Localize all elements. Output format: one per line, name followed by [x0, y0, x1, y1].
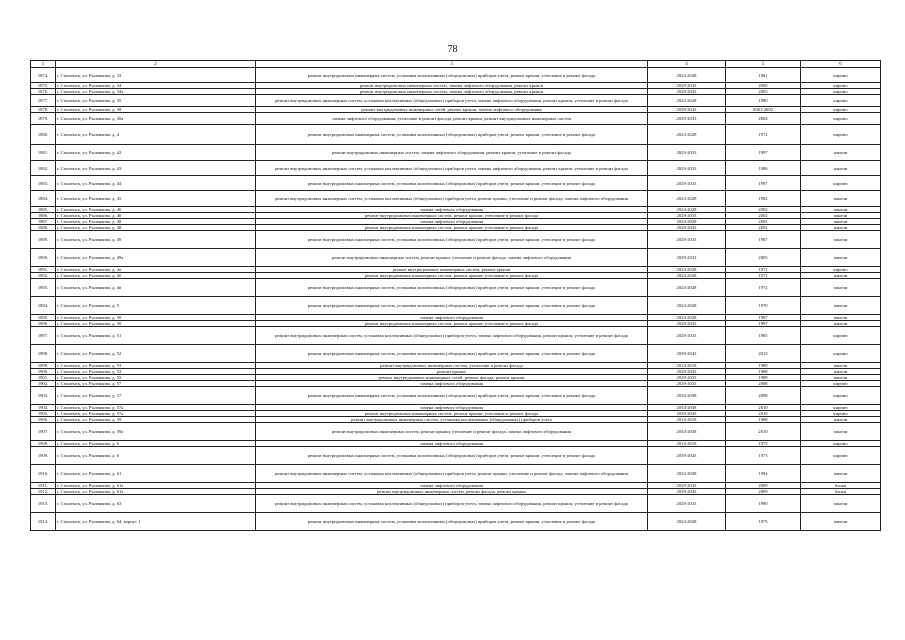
table-row [31, 68, 881, 83]
work-types-cell: ремонт внутридомовых инженерных систем, установка коллективных (общедомовых) приборов учета, ремонт крыши, утепление и ремонт фасада [256, 297, 648, 315]
address-cell: г. Смоленск, ул. Рыленкова, д. 57а [56, 405, 256, 411]
period-cell: 2014-2018 [648, 417, 726, 423]
table-row [31, 495, 881, 513]
page-number: 78 [447, 44, 458, 55]
wall-material-cell: панели [801, 279, 881, 297]
row-number: 1882. [31, 161, 56, 176]
work-types-cell: ремонт внутридомовых инженерных сетей, ремонт фасада, ремонт крыши [256, 375, 648, 381]
period-cell: 2024-2028 [648, 513, 726, 531]
address-cell: г. Смоленск, ул. Рыленкова, д. 6 [56, 447, 256, 465]
col-header-4: 4 [648, 61, 726, 68]
build-year-cell: 1997 [726, 321, 801, 327]
row-number: 1881. [31, 145, 56, 161]
address-cell: г. Смоленск, ул. Рыленкова, д. 46 [56, 207, 256, 213]
period-cell: 2029-2033 [648, 321, 726, 327]
wall-material-cell: панели [801, 417, 881, 423]
build-year-cell: 2010 [726, 411, 801, 417]
row-number: 1897. [31, 327, 56, 345]
wall-material-cell: кирпич [801, 411, 881, 417]
wall-material-cell: блоки [801, 483, 881, 489]
build-year-cell: 2005 [726, 89, 801, 95]
address-cell: г. Смоленск, ул. Рыленкова, д. 57 [56, 387, 256, 405]
address-cell: г. Смоленск, ул. Рыленкова, д. 53 [56, 369, 256, 375]
period-cell: 2024-2028 [648, 273, 726, 279]
address-cell: г. Смоленск, ул. Рыленкова, д. 59 [56, 417, 256, 423]
wall-material-cell: панели [801, 219, 881, 225]
build-year-cell: 2006 [726, 83, 801, 89]
build-year-cell: 1997 [726, 145, 801, 161]
build-year-cell: 2010 [726, 423, 801, 441]
row-number: 1911. [31, 483, 56, 489]
work-types-cell: ремонт внутридомовых инженерных систем, установка коллективных (общедомовых) приборов учета, ремонт крыши, утепление и ремонт фасада [256, 176, 648, 191]
row-number: 1892. [31, 273, 56, 279]
work-types-cell: ремонт внутридомовых инженерных систем, ремонт крыши, утепление и ремонт фасада [256, 213, 648, 219]
row-number: 1886. [31, 213, 56, 219]
period-cell: 2024-2028 [648, 95, 726, 107]
build-year-cell: 1994 [726, 465, 801, 483]
address-cell: г. Смоленск, ул. Рыленкова, д. 34а [56, 89, 256, 95]
period-cell: 2029-2033 [648, 375, 726, 381]
address-cell: г. Смоленск, ул. Рыленкова, д. 52 [56, 345, 256, 363]
build-year-cell: 2008 [726, 387, 801, 405]
address-cell: г. Смоленск, ул. Рыленкова, д. 49 [56, 231, 256, 249]
wall-material-cell: панели [801, 495, 881, 513]
address-cell: г. Смоленск, ул. Рыленкова, д. 61 [56, 465, 256, 483]
build-year-cell: 2009 [726, 489, 801, 495]
wall-material-cell: панели [801, 297, 881, 315]
wall-material-cell: кирпич [801, 387, 881, 405]
build-year-cell: 1971 [726, 273, 801, 279]
address-cell: г. Смоленск, ул. Рыленкова, д. 50 [56, 321, 256, 327]
wall-material-cell: кирпич [801, 176, 881, 191]
work-types-cell: ремонт внутридомовых инженерных систем, замена лифтового оборудования, ремонт крыши [256, 83, 648, 89]
work-types-cell: ремонт внутридомовых инженерных систем, установка коллективных (общедомовых) приборов учета, ремонт крыши, утепление и ремонт фасада [256, 279, 648, 297]
period-cell: 2034-2038 [648, 465, 726, 483]
work-types-cell: ремонт внутридомовых инженерных систем, установка коллективных (общедомовых) приборов учета, ремонт крыши, утепление и ремонт фасада, замена лифтового оборудования [256, 465, 648, 483]
row-number: 1898. [31, 345, 56, 363]
work-types-cell: ремонт внутридомовых инженерных систем, установка коллективных (общедомовых) приборов учета [256, 417, 648, 423]
build-year-cell: 1985 [726, 327, 801, 345]
table-row [31, 161, 881, 176]
work-types-cell: ремонт внутридомовых инженерных систем, ремонт крыши, утепление и ремонт фасада, замена лифтового оборудования [256, 249, 648, 267]
work-types-cell: ремонт внутридомовых инженерных систем, ремонт крыши, утепление и ремонт фасада [256, 273, 648, 279]
table-row [31, 345, 881, 363]
build-year-cell: 2008 [726, 381, 801, 387]
work-types-cell: замена лифтового оборудования [256, 207, 648, 213]
build-year-cell: 1970 [726, 297, 801, 315]
table-row [31, 249, 881, 267]
table-row [31, 423, 881, 441]
wall-material-cell: панели [801, 465, 881, 483]
address-cell: г. Смоленск, ул. Рыленкова, д. 4в [56, 279, 256, 297]
address-cell: г. Смоленск, ул. Рыленкова, д. 4а [56, 267, 256, 273]
address-cell: г. Смоленск, ул. Рыленкова, д. 46 [56, 213, 256, 219]
work-types-cell: ремонт крыши [256, 369, 648, 375]
address-cell: г. Смоленск, ул. Рыленкова, д. 5 [56, 297, 256, 315]
address-cell: г. Смоленск, ул. Рыленкова, д. 61а [56, 483, 256, 489]
row-number: 1906. [31, 417, 56, 423]
col-header-2: 2 [56, 61, 256, 68]
period-cell: 2029-2033 [648, 483, 726, 489]
period-cell: 2029-2033 [648, 381, 726, 387]
table-row [31, 95, 881, 107]
row-number: 1880. [31, 125, 56, 145]
wall-material-cell: кирпич [801, 327, 881, 345]
work-types-cell: ремонт внутридомовых инженерных систем, замена лифтового оборудования, ремонт крыши, утепление и ремонт фасада [256, 145, 648, 161]
work-types-cell: ремонт внутридомовых инженерных систем, установка коллективных (общедомовых) приборов учета, ремонт крыши, утепление и ремонт фасада [256, 387, 648, 405]
build-year-cell: 1986 [726, 161, 801, 176]
row-number: 1912. [31, 489, 56, 495]
row-number: 1889. [31, 231, 56, 249]
wall-material-cell: панели [801, 423, 881, 441]
build-year-cell: 1988 [726, 363, 801, 369]
table-row [31, 176, 881, 191]
address-cell: г. Смоленск, ул. Рыленкова, д. 44 [56, 176, 256, 191]
row-number: 1910. [31, 465, 56, 483]
address-cell: г. Смоленск, ул. Рыленкова, д. 64, корпус 1 [56, 513, 256, 531]
address-cell: г. Смоленск, ул. Рыленкова, д. 38 [56, 107, 256, 113]
build-year-cell: 2002 [726, 219, 801, 225]
build-year-cell: 1975 [726, 513, 801, 531]
build-year-cell: 1988 [726, 375, 801, 381]
wall-material-cell: кирпич [801, 267, 881, 273]
build-year-cell: 1981 [726, 68, 801, 83]
row-number: 1891. [31, 267, 56, 273]
wall-material-cell: кирпич [801, 113, 881, 125]
work-types-cell: замена лифтового оборудования [256, 483, 648, 489]
wall-material-cell: панели [801, 321, 881, 327]
address-cell: г. Смоленск, ул. Рыленкова, д. 59а [56, 423, 256, 441]
build-year-cell: 1988 [726, 417, 801, 423]
row-number: 1901. [31, 375, 56, 381]
repair-schedule-table [30, 60, 881, 531]
address-cell: г. Смоленск, ул. Рыленкова, д. 50 [56, 315, 256, 321]
wall-material-cell: кирпич [801, 68, 881, 83]
work-types-cell: ремонт внутридомовых инженерных сетей, ремонт крыши, замена лифтового оборудования [256, 107, 648, 113]
period-cell: 2024-2028 [648, 219, 726, 225]
build-year-cell: 1982 [726, 191, 801, 207]
build-year-cell: 2001-2002 [726, 107, 801, 113]
period-cell: 2029-2033 [648, 176, 726, 191]
wall-material-cell: кирпич [801, 107, 881, 113]
wall-material-cell: кирпич [801, 381, 881, 387]
row-number: 1905. [31, 411, 56, 417]
address-cell: г. Смоленск, ул. Рыленкова, д. 4б [56, 273, 256, 279]
address-cell: г. Смоленск, ул. Рыленкова, д. 38а [56, 113, 256, 125]
period-cell: 2024-2028 [648, 315, 726, 321]
period-cell: 2024-2028 [648, 279, 726, 297]
table-row [31, 513, 881, 531]
row-number: 1874. [31, 68, 56, 83]
row-number: 1904. [31, 405, 56, 411]
period-cell: 2034-2038 [648, 405, 726, 411]
period-cell: 2029-2033 [648, 327, 726, 345]
column-number-row [31, 61, 881, 68]
wall-material-cell: блоки [801, 489, 881, 495]
row-number: 1902. [31, 381, 56, 387]
period-cell: 2029-2033 [648, 213, 726, 219]
period-cell: 2024-2028 [648, 207, 726, 213]
row-number: 1895. [31, 315, 56, 321]
col-header-5: 5 [726, 61, 801, 68]
period-cell: 2014-2018 [648, 441, 726, 447]
build-year-cell: 1971 [726, 267, 801, 273]
row-number: 1888. [31, 225, 56, 231]
table-row [31, 327, 881, 345]
build-year-cell: 2005 [726, 249, 801, 267]
table-row [31, 125, 881, 145]
row-number: 1907. [31, 423, 56, 441]
address-cell: г. Смоленск, ул. Рыленкова, д. 53 [56, 363, 256, 369]
address-cell: г. Смоленск, ул. Рыленкова, д. 4 [56, 125, 256, 145]
row-number: 1884. [31, 191, 56, 207]
row-number: 1877. [31, 95, 56, 107]
period-cell: 2029-2033 [648, 83, 726, 89]
work-types-cell: замена лифтового оборудования [256, 405, 648, 411]
row-number: 1900. [31, 369, 56, 375]
work-types-cell: ремонт внутридомовых инженерных систем, установка коллективных (общедомовых) приборов учета, ремонт крыши, утепление и ремонт фасада [256, 447, 648, 465]
build-year-cell: 1980 [726, 95, 801, 107]
table-row [31, 231, 881, 249]
table-row [31, 387, 881, 405]
period-cell: 2029-2033 [648, 369, 726, 375]
wall-material-cell: панели [801, 375, 881, 381]
address-cell: г. Смоленск, ул. Рыленкова, д. 61а [56, 489, 256, 495]
period-cell: 2029-2033 [648, 89, 726, 95]
build-year-cell: 2009 [726, 483, 801, 489]
build-year-cell: 1972 [726, 125, 801, 145]
row-number: 1893. [31, 279, 56, 297]
table-row [31, 447, 881, 465]
wall-material-cell: панели [801, 207, 881, 213]
wall-material-cell: панели [801, 273, 881, 279]
work-types-cell: ремонт внутридомовых инженерных систем, ремонт крыши, утепление и ремонт фасада, замена лифтового оборудования [256, 423, 648, 441]
address-cell: г. Смоленск, ул. Рыленкова, д. 48 [56, 225, 256, 231]
address-cell: г. Смоленск, ул. Рыленкова, д. 43 [56, 161, 256, 176]
address-cell: г. Смоленск, ул. Рыленкова, д. 57 [56, 381, 256, 387]
work-types-cell: замена лифтового оборудования [256, 315, 648, 321]
period-cell: 2024-2028 [648, 297, 726, 315]
period-cell: 2039-2043 [648, 447, 726, 465]
wall-material-cell: панели [801, 249, 881, 267]
period-cell: 2029-2033 [648, 231, 726, 249]
build-year-cell: 1987 [726, 231, 801, 249]
work-types-cell: ремонт внутридомовых инженерных систем, установка коллективных (общедомовых) приборов учета, ремонт крыши, утепление и ремонт фасада [256, 68, 648, 83]
work-types-cell: замена лифтового оборудования [256, 441, 648, 447]
wall-material-cell: панели [801, 191, 881, 207]
build-year-cell: 2013 [726, 345, 801, 363]
row-number: 1896. [31, 321, 56, 327]
row-number: 1890. [31, 249, 56, 267]
table-row [31, 279, 881, 297]
build-year-cell: 2010 [726, 405, 801, 411]
work-types-cell: ремонт внутридомовых инженерных систем, установка коллективных (общедомовых) приборов учета, замена лифтового оборудования, ремонт крыши, утепление и ремонт фасада [256, 327, 648, 345]
build-year-cell: 2002 [726, 213, 801, 219]
work-types-cell: ремонт внутридомовых инженерных систем, установка коллективных (общедомовых) приборов учета, замена лифтового оборудования, ремонт крыши, утепление и ремонт фасада [256, 95, 648, 107]
period-cell: 2039-2043 [648, 345, 726, 363]
row-number: 1914. [31, 513, 56, 531]
period-cell: 2029-2033 [648, 225, 726, 231]
work-types-cell: ремонт внутридомовых инженерных систем, утепление и ремонт фасада [256, 363, 648, 369]
build-year-cell: 1973 [726, 441, 801, 447]
work-types-cell: замена лифтового оборудования, утепление и ремонт фасада, ремонт крыши, ремонт внутридомовых инженерных систем [256, 113, 648, 125]
period-cell: 2024-2028 [648, 191, 726, 207]
work-types-cell: ремонт внутридомовых инженерных систем, замена лифтового оборудования, ремонт крыши [256, 89, 648, 95]
wall-material-cell: кирпич [801, 405, 881, 411]
row-number: 1878. [31, 107, 56, 113]
period-cell: 2029-2033 [648, 161, 726, 176]
wall-material-cell: кирпич [801, 345, 881, 363]
wall-material-cell: панели [801, 363, 881, 369]
wall-material-cell: панели [801, 315, 881, 321]
row-number: 1887. [31, 219, 56, 225]
period-cell: 2024-2028 [648, 68, 726, 83]
wall-material-cell: панели [801, 231, 881, 249]
period-cell: 2039-2043 [648, 489, 726, 495]
address-cell: г. Смоленск, ул. Рыленкова, д. 49а [56, 249, 256, 267]
row-number: 1909. [31, 447, 56, 465]
wall-material-cell: кирпич [801, 447, 881, 465]
row-number: 1875. [31, 83, 56, 89]
period-cell: 2034-2038 [648, 423, 726, 441]
row-number: 1879. [31, 113, 56, 125]
address-cell: г. Смоленск, ул. Рыленкова, д. 51 [56, 327, 256, 345]
wall-material-cell: панели [801, 161, 881, 176]
row-number: 1908. [31, 441, 56, 447]
row-number: 1894. [31, 297, 56, 315]
build-year-cell: 2002 [726, 207, 801, 213]
work-types-cell: ремонт внутридомовых инженерных систем, установка коллективных (общедомовых) приборов учета, ремонт крыши, утепление и ремонт фасада [256, 231, 648, 249]
period-cell: 2024-2028 [648, 267, 726, 273]
work-types-cell: ремонт внутридомовых инженерных систем, ремонт крыши, утепление и ремонт фасада [256, 411, 648, 417]
wall-material-cell: панели [801, 369, 881, 375]
address-cell: г. Смоленск, ул. Рыленкова, д. 57а [56, 411, 256, 417]
period-cell: 2029-2033 [648, 495, 726, 513]
wall-material-cell: панели [801, 225, 881, 231]
work-types-cell: замена лифтового оборудования [256, 219, 648, 225]
build-year-cell: 1973 [726, 447, 801, 465]
table-row [31, 191, 881, 207]
address-cell: г. Смоленск, ул. Рыленкова, д. 35 [56, 95, 256, 107]
period-cell: 2034-2038 [648, 387, 726, 405]
wall-material-cell: панели [801, 513, 881, 531]
address-cell: г. Смоленск, ул. Рыленкова, д. 48 [56, 219, 256, 225]
build-year-cell: 1990 [726, 495, 801, 513]
period-cell: 2029-2033 [648, 113, 726, 125]
work-types-cell: ремонт внутридомовых инженерных систем, установка коллективных (общедомовых) приборов учета, ремонт крыши, утепление и ремонт фасада [256, 513, 648, 531]
row-number: 1885. [31, 207, 56, 213]
wall-material-cell: кирпич [801, 95, 881, 107]
col-header-3: 3 [256, 61, 648, 68]
wall-material-cell: кирпич [801, 441, 881, 447]
wall-material-cell: кирпич [801, 89, 881, 95]
period-cell: 2024-2028 [648, 125, 726, 145]
work-types-cell: ремонт внутридомовых инженерных систем, установка коллективных (общедомовых) приборов учета, замена лифтового оборудования, ремонт крыши, утепление и ремонт фасада [256, 495, 648, 513]
build-year-cell: 1972 [726, 279, 801, 297]
table-row [31, 297, 881, 315]
table-row [31, 145, 881, 161]
col-header-1: 1 [31, 61, 56, 68]
period-cell: 2014-2018 [648, 363, 726, 369]
address-cell: г. Смоленск, ул. Рыленкова, д. 55 [56, 375, 256, 381]
build-year-cell: 2004 [726, 113, 801, 125]
row-number: 1899. [31, 363, 56, 369]
row-number: 1913. [31, 495, 56, 513]
build-year-cell: 1997 [726, 176, 801, 191]
address-cell: г. Смоленск, ул. Рыленкова, д. 6 [56, 441, 256, 447]
period-cell: 2039-2043 [648, 411, 726, 417]
work-types-cell: ремонт внутридомовых инженерных систем, установка коллективных (общедомовых) приборов учета, ремонт крыши, утепление и ремонт фасада [256, 345, 648, 363]
wall-material-cell: панели [801, 213, 881, 219]
row-number: 1876. [31, 89, 56, 95]
period-cell: 2029-2033 [648, 145, 726, 161]
work-types-cell: ремонт внутридомовых инженерных систем, установка коллективных (общедомовых) приборов учета, ремонт крыши, утепление и ремонт фасада [256, 125, 648, 145]
period-cell: 2039-2043 [648, 107, 726, 113]
address-cell: г. Смоленск, ул. Рыленкова, д. 33 [56, 68, 256, 83]
build-year-cell: 1988 [726, 369, 801, 375]
build-year-cell: 2002 [726, 225, 801, 231]
work-types-cell: ремонт внутридомовых инженерных систем, установка коллективных (общедомовых) приборов учета, замена лифтового оборудования, ремонт крыши, утепление и ремонт фасада [256, 161, 648, 176]
address-cell: г. Смоленск, ул. Рыленкова, д. 45 [56, 191, 256, 207]
wall-material-cell: панели [801, 145, 881, 161]
work-types-cell: ремонт внутридомовых инженерных систем, ремонт крыши, утепление и ремонт фасада [256, 321, 648, 327]
address-cell: г. Смоленск, ул. Рыленкова, д. 42 [56, 145, 256, 161]
table-row [31, 113, 881, 125]
row-number: 1883. [31, 176, 56, 191]
wall-material-cell: кирпич [801, 125, 881, 145]
work-types-cell: ремонт внутридомовых инженерных систем, ремонт крыши, утепление и ремонт фасада [256, 225, 648, 231]
work-types-cell: ремонт внутридомовых инженерных систем, ремонт фасада, ремонт крыши [256, 489, 648, 495]
work-types-cell: ремонт внутридомовых инженерных систем, ремонт крыши [256, 267, 648, 273]
col-header-6: 6 [801, 61, 881, 68]
wall-material-cell: кирпич [801, 83, 881, 89]
build-year-cell: 1997 [726, 315, 801, 321]
work-types-cell: замена лифтового оборудования [256, 381, 648, 387]
table-row [31, 465, 881, 483]
work-types-cell: ремонт внутридомовых инженерных систем, установка коллективных (общедомовых) приборов учета, ремонт крыши, утепление и ремонт фасада, замена лифтового оборудования [256, 191, 648, 207]
period-cell: 2029-2033 [648, 249, 726, 267]
address-cell: г. Смоленск, ул. Рыленкова, д. 34 [56, 83, 256, 89]
address-cell: г. Смоленск, ул. Рыленкова, д. 63 [56, 495, 256, 513]
row-number: 1903. [31, 387, 56, 405]
